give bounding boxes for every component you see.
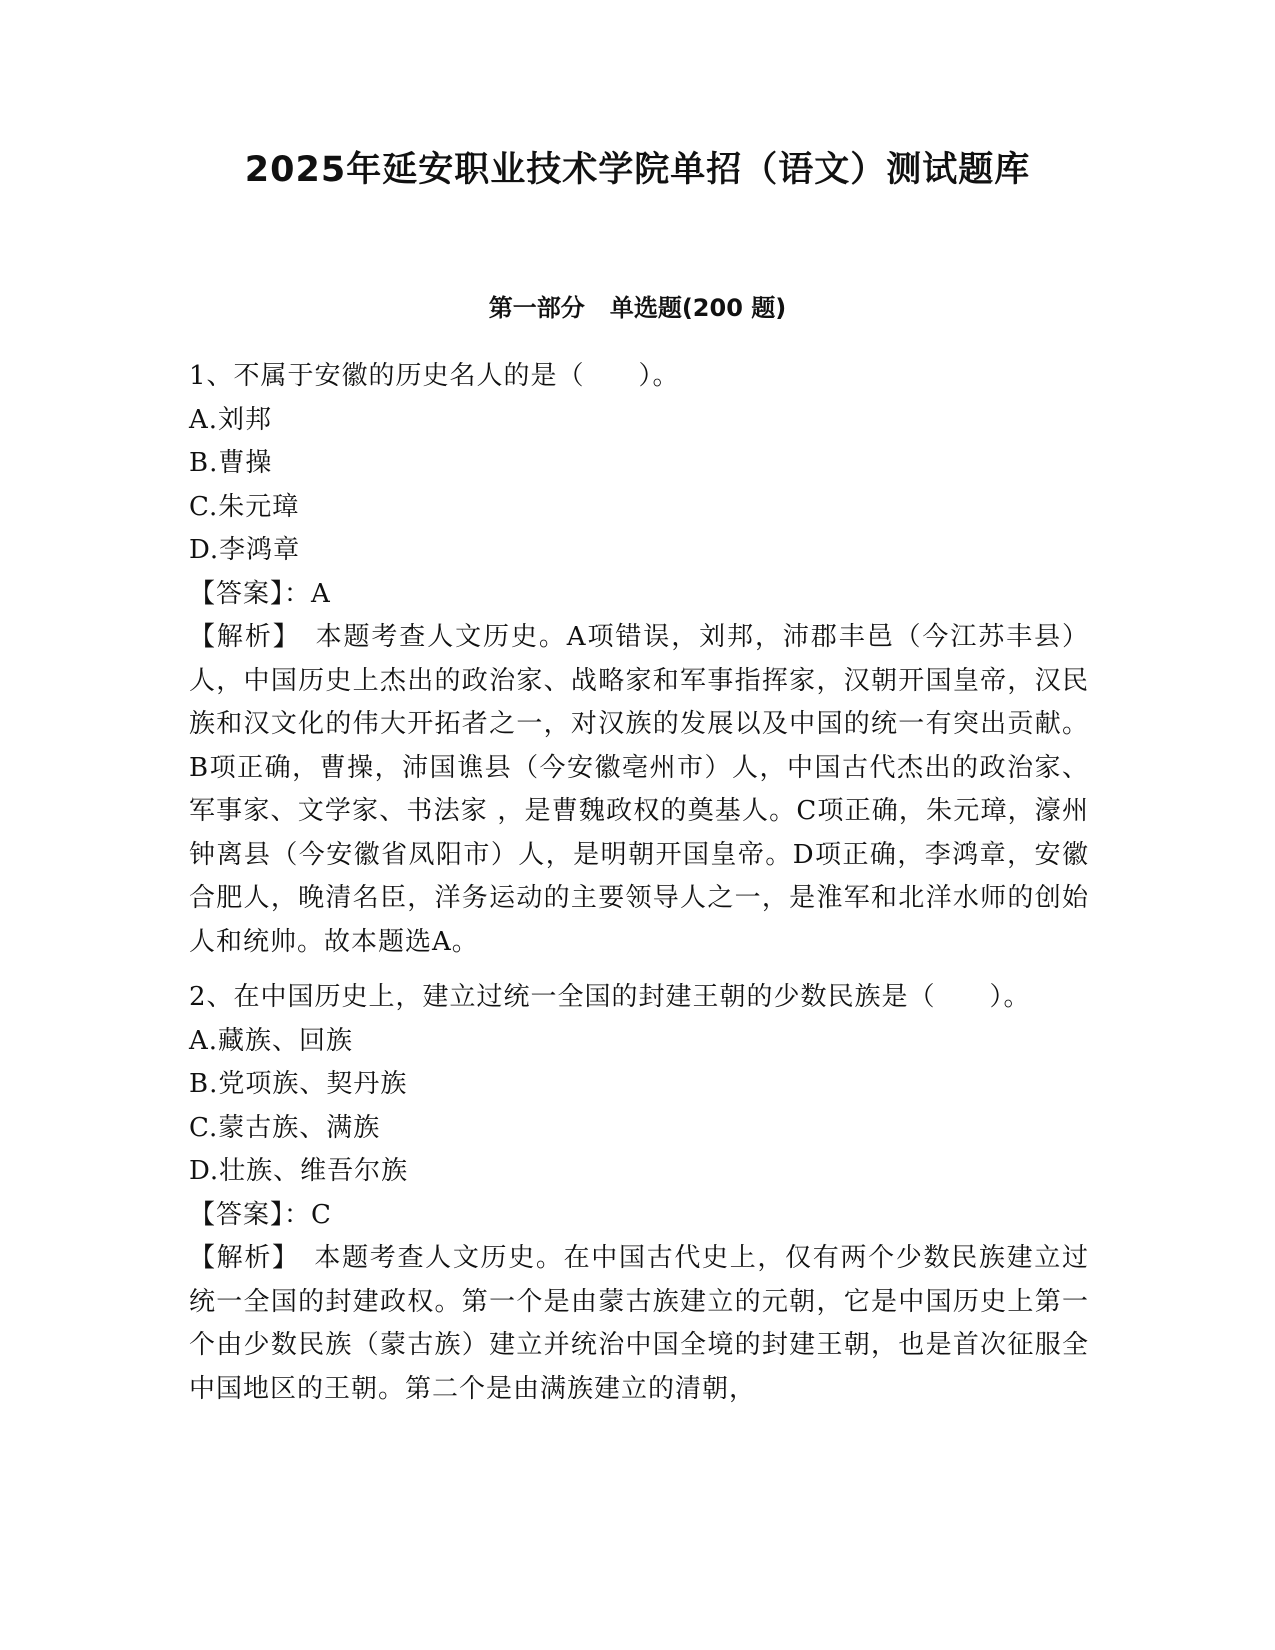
option-a: A.刘邦 [189,404,273,435]
answer-line: 【答案】：C [189,1199,332,1230]
question-item [189,976,1089,1411]
question-list [189,355,1089,1423]
section-title: 第一部分 单选题(200 题) [488,294,787,322]
question-stem: 1、不属于安徽的历史名人的是（ ）。 [189,361,680,391]
option-b: B.曹操 [189,448,273,478]
option-d: D.李鸿章 [189,535,301,565]
analysis-paragraph: 【解析】 本题考查人文历史。在中国古代史上，仅有两个少数民族建立过统一全国的封建政权。第一个是由蒙古族建立的元朝，它是中国历史上第一个由少数民族（蒙古族）建立并统治中国全境的封建王朝，也是首次征服全中国地区的王朝。第二个是由满族建立的清朝， [189,1243,1089,1404]
option-d: D.壮族、维吾尔族 [189,1156,409,1186]
analysis-paragraph: 【解析】 本题考查人文历史。A项错误，刘邦，沛郡丰邑（今江苏丰县）人，中国历史上杰出的政治家、战略家和军事指挥家，汉朝开国皇帝，汉民族和汉文化的伟大开拓者之一，对汉族的发展以及中国的统一有突出贡献。B项正确，曹操，沛国谯县（今安徽亳州市）人，中国古代杰出的政治家、军事家、文学家、书法家 ，是曹魏政权的奠基人。C项正确，朱元璋，濠州钟离县（今安徽省凤阳市）人，是明朝开国皇帝。D项正确，李鸿章，安徽合肥人，晚清名臣，洋务运动的主要领导人之一，是淮军和北洋水师的创始人和统帅。故本题选A。 [189,622,1089,957]
answer-line: 【答案】：A [189,578,331,609]
question-stem: 2、在中国历史上，建立过统一全国的封建王朝的少数民族是（ ）。 [189,982,1031,1012]
option-c: C.蒙古族、满族 [189,1112,381,1143]
option-a: A.藏族、回族 [189,1025,354,1056]
option-c: C.朱元璋 [189,491,300,522]
question-item [189,355,1089,964]
document-title: 2025年延安职业技术学院单招（语文）测试题库 [244,150,1031,190]
option-b: B.党项族、契丹族 [189,1069,408,1099]
